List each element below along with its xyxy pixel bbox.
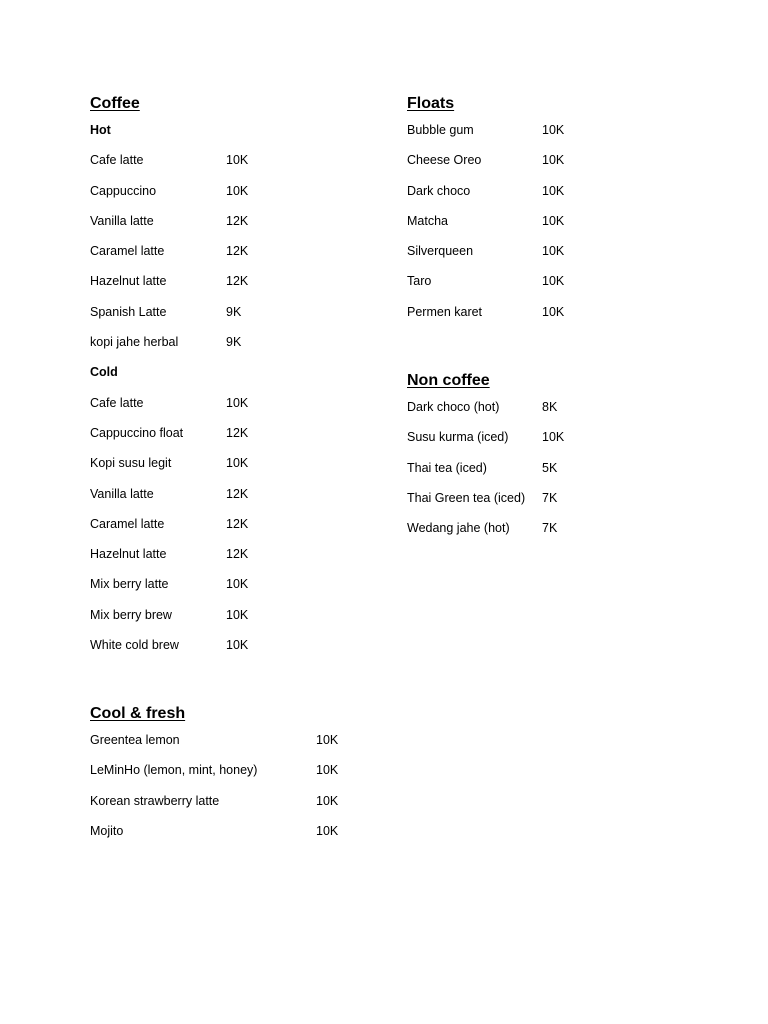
item-name: White cold brew — [90, 638, 179, 653]
menu-item — [90, 423, 248, 453]
item-price: 10K — [542, 430, 565, 445]
item-name: Thai tea (iced) — [407, 460, 487, 475]
item-price: 12K — [226, 486, 249, 501]
item-price: 9K — [226, 335, 242, 350]
menu-item — [90, 574, 248, 604]
item-price: 10K — [226, 607, 249, 622]
item-name: Cheese Oreo — [407, 153, 482, 168]
item-name: Thai Green tea (iced) — [407, 490, 526, 505]
menu-item — [90, 605, 248, 635]
item-price: 10K — [542, 274, 565, 289]
item-name: Korean strawberry latte — [90, 793, 220, 808]
item-name: kopi jahe herbal — [90, 335, 179, 350]
item-name: Kopi susu legit — [90, 456, 172, 471]
item-price: 10K — [226, 456, 249, 471]
coffee-title: Coffee — [90, 95, 140, 112]
item-name: Wedang jahe (hot) — [407, 521, 510, 536]
menu-item — [90, 181, 248, 211]
cold-subheading: Cold — [90, 365, 118, 380]
item-price: 10K — [542, 213, 565, 228]
item-name: Vanilla latte — [90, 213, 154, 228]
item-name: Cappuccino float — [90, 425, 184, 440]
cold-items-list — [90, 393, 248, 666]
item-price: 10K — [226, 577, 249, 592]
item-price: 12K — [226, 425, 249, 440]
menu-item — [90, 484, 248, 514]
item-name: Hazelnut latte — [90, 274, 167, 289]
non-coffee-title: Non coffee — [407, 372, 490, 389]
item-name: Vanilla latte — [90, 486, 154, 501]
menu-item — [90, 393, 248, 423]
menu-item — [90, 730, 338, 760]
item-price: 10K — [226, 395, 249, 410]
item-price: 7K — [542, 521, 558, 536]
menu-item — [407, 241, 564, 271]
item-price: 12K — [226, 547, 249, 562]
item-price: 12K — [226, 516, 249, 531]
menu-item — [407, 181, 564, 211]
cool-fresh-title: Cool & fresh — [90, 705, 186, 722]
item-name: Greentea lemon — [90, 733, 180, 747]
floats-title: Floats — [407, 95, 455, 112]
item-name: Dark choco (hot) — [407, 400, 500, 414]
menu-item — [407, 397, 564, 427]
item-name: Cappuccino — [90, 183, 157, 198]
item-name: Caramel latte — [90, 516, 165, 531]
item-price: 10K — [316, 823, 339, 838]
menu-item — [90, 635, 248, 665]
menu-item — [90, 544, 248, 574]
menu-item — [90, 791, 338, 821]
item-name: Dark choco — [407, 183, 471, 198]
item-name: Bubble gum — [407, 123, 474, 137]
item-price: 10K — [226, 183, 249, 198]
cool-fresh-items-list — [90, 730, 338, 851]
menu-item — [90, 453, 248, 483]
item-price: 12K — [226, 274, 249, 289]
item-name: Susu kurma (iced) — [407, 430, 509, 445]
menu-item — [407, 150, 564, 180]
menu-item — [90, 271, 248, 301]
item-price: 10K — [542, 123, 565, 137]
item-price: 10K — [316, 733, 339, 747]
item-name: Mix berry latte — [90, 577, 169, 592]
item-name: Silverqueen — [407, 244, 474, 259]
item-name: Taro — [407, 274, 432, 289]
item-price: 7K — [542, 490, 558, 505]
item-price: 8K — [542, 400, 558, 414]
item-price: 12K — [226, 244, 249, 259]
menu-item — [407, 488, 564, 518]
item-name: LeMinHo (lemon, mint, honey) — [90, 763, 258, 778]
menu-item — [407, 211, 564, 241]
hot-items-list — [90, 150, 248, 362]
menu-item — [90, 211, 248, 241]
item-name: Cafe latte — [90, 153, 144, 168]
item-name: Mix berry brew — [90, 607, 172, 622]
item-price: 10K — [316, 793, 339, 808]
item-price: 10K — [316, 763, 339, 778]
menu-item — [90, 821, 338, 851]
menu-item — [90, 332, 248, 362]
menu-item — [90, 760, 338, 790]
item-name: Matcha — [407, 213, 448, 228]
non-coffee-items-list — [407, 397, 564, 548]
menu-item — [90, 241, 248, 271]
item-price: 12K — [226, 213, 249, 228]
item-price: 10K — [226, 153, 249, 168]
menu-item — [407, 427, 564, 457]
menu-item — [90, 150, 248, 180]
menu-item — [90, 302, 248, 332]
menu-item — [407, 458, 564, 488]
item-name: Mojito — [90, 823, 124, 838]
item-name: Cafe latte — [90, 395, 144, 410]
floats-section — [407, 93, 564, 332]
menu-item — [90, 514, 248, 544]
menu-item — [407, 302, 564, 332]
hot-subheading: Hot — [90, 123, 111, 137]
menu-item — [407, 271, 564, 301]
coffee-section — [90, 93, 248, 665]
floats-items-list — [407, 120, 564, 332]
menu-item — [407, 120, 564, 150]
item-name: Caramel latte — [90, 244, 165, 259]
non-coffee-section — [407, 370, 564, 548]
item-price: 5K — [542, 460, 558, 475]
item-name: Permen karet — [407, 304, 483, 319]
item-name: Hazelnut latte — [90, 547, 167, 562]
item-price: 10K — [542, 244, 565, 259]
cool-fresh-section — [90, 703, 338, 851]
item-price: 10K — [542, 183, 565, 198]
item-name: Spanish Latte — [90, 304, 167, 319]
item-price: 10K — [226, 638, 249, 653]
menu-item — [407, 518, 564, 548]
item-price: 9K — [226, 304, 242, 319]
item-price: 10K — [542, 304, 565, 319]
item-price: 10K — [542, 153, 565, 168]
